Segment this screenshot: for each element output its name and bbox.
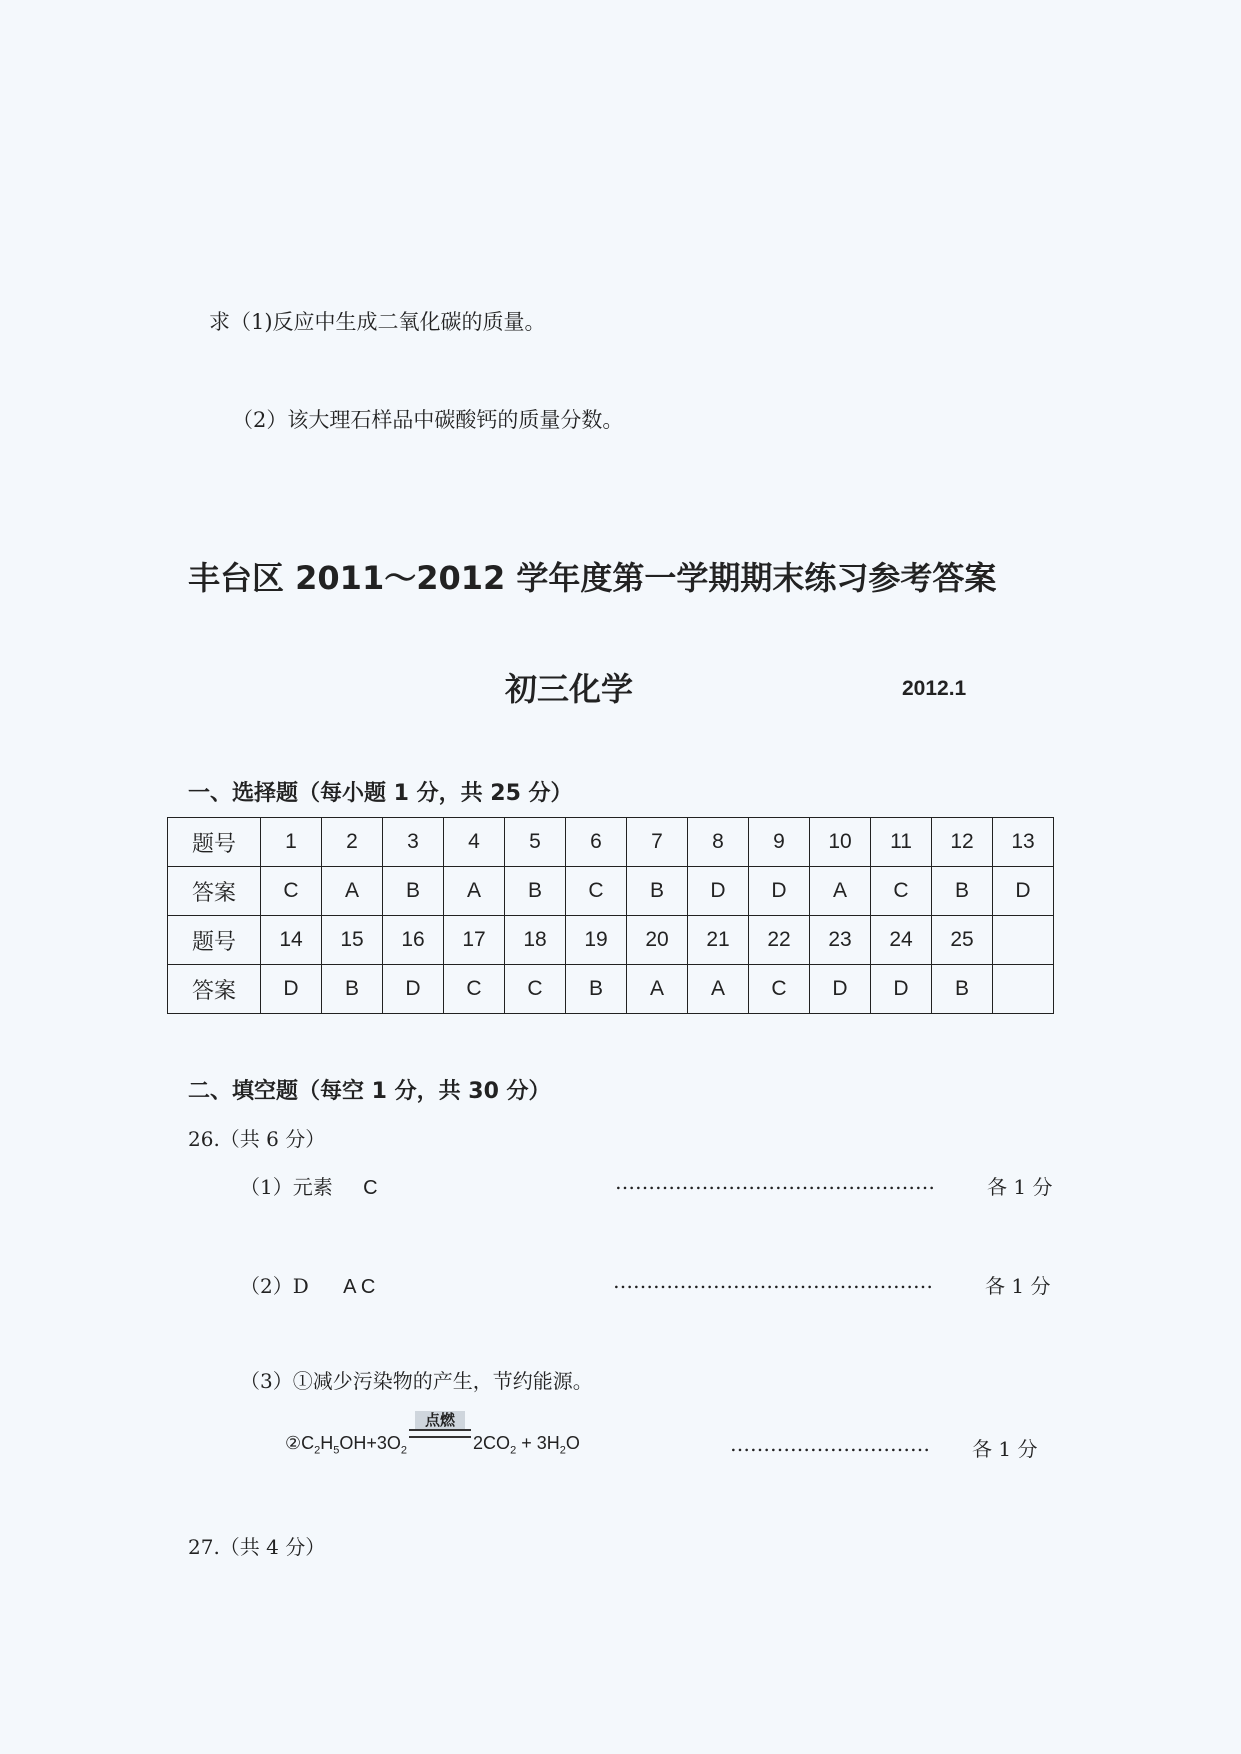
answer-table: [167, 817, 1054, 1014]
answer-cell: A: [810, 867, 871, 916]
answer-cell: B: [627, 867, 688, 916]
question-number-cell: 8: [688, 818, 749, 867]
question-number-cell: 4: [444, 818, 505, 867]
answer-cell: A: [688, 965, 749, 1014]
question-number-cell: 24: [871, 916, 932, 965]
question-number-cell: 3: [383, 818, 444, 867]
answer-cell: D: [383, 965, 444, 1014]
exam-date: 2012.1: [902, 677, 967, 700]
section2-heading: 二、填空题（每空 1 分，共 30 分）: [188, 1079, 551, 1104]
question-number-cell: 14: [261, 916, 322, 965]
q26-item3-leader: …………………………: [730, 1432, 930, 1456]
question-number-cell: 18: [505, 916, 566, 965]
q26-item1-answer: C: [363, 1177, 378, 1199]
row-label-answer: 答案: [168, 965, 261, 1014]
q26-item2-leader: …………………………………………: [613, 1269, 933, 1293]
q26-item2: [240, 1270, 375, 1299]
answer-cell: B: [383, 867, 444, 916]
q26-item3: （3）①减少污染物的产生，节约能源。: [240, 1369, 593, 1393]
equation-marker: ②: [285, 1433, 302, 1453]
section1-heading: 一、选择题（每小题 1 分，共 25 分）: [188, 781, 573, 806]
answer-cell: C: [505, 965, 566, 1014]
question-number-cell: 22: [749, 916, 810, 965]
table-row: [168, 818, 1054, 867]
question-part-1: 求（1)反应中生成二氧化碳的质量。: [209, 310, 546, 334]
answer-cell: C: [261, 867, 322, 916]
answer-cell: C: [444, 965, 505, 1014]
answer-cell: D: [871, 965, 932, 1014]
q26-item1-score: 各 1 分: [987, 1175, 1053, 1199]
answer-cell: C: [749, 965, 810, 1014]
row-label-question: 题号: [168, 916, 261, 965]
question-number-cell: 11: [871, 818, 932, 867]
q26-item3-score: 各 1 分: [972, 1437, 1038, 1461]
q26-item1-prefix: （1）元素: [240, 1175, 333, 1199]
answer-cell: C: [871, 867, 932, 916]
answer-cell: D: [810, 965, 871, 1014]
question-number-cell: [993, 916, 1054, 965]
question-number-cell: 1: [261, 818, 322, 867]
table-row: [168, 867, 1054, 916]
row-label-question: 题号: [168, 818, 261, 867]
question-number-cell: 25: [932, 916, 993, 965]
question-number-cell: 9: [749, 818, 810, 867]
question-number-cell: 12: [932, 818, 993, 867]
answer-cell: C: [566, 867, 627, 916]
question-number-cell: 2: [322, 818, 383, 867]
answer-cell: B: [566, 965, 627, 1014]
answer-cell: B: [932, 965, 993, 1014]
combustion-equation: $②C_2H_5OH+3O_2$ 点燃 $2CO_2 + 3H_2O$: [285, 1411, 580, 1457]
answer-cell: A: [322, 867, 383, 916]
answer-cell: D: [688, 867, 749, 916]
answer-key-title: 丰台区 2011～2012 学年度第一学期期末练习参考答案: [188, 559, 997, 597]
answer-cell: [993, 965, 1054, 1014]
question-part-2: （2）该大理石样品中碳酸钙的质量分数。: [232, 408, 624, 432]
question-number-cell: 17: [444, 916, 505, 965]
answer-cell: B: [932, 867, 993, 916]
answer-cell: A: [444, 867, 505, 916]
q26-item1: [240, 1171, 378, 1200]
question-number-cell: 20: [627, 916, 688, 965]
answer-cell: A: [627, 965, 688, 1014]
q26-item1-leader: …………………………………………: [615, 1170, 935, 1194]
q26-item2-answer: A C: [343, 1276, 376, 1298]
question-number-cell: 15: [322, 916, 383, 965]
question-number-cell: 5: [505, 818, 566, 867]
answer-cell: D: [261, 965, 322, 1014]
table-row: [168, 916, 1054, 965]
equals-bar: [409, 1429, 471, 1438]
question-number-cell: 13: [993, 818, 1054, 867]
table-row: [168, 965, 1054, 1014]
subject-title: 初三化学: [505, 670, 634, 708]
question-number-cell: 10: [810, 818, 871, 867]
question-number-cell: 16: [383, 916, 444, 965]
q26-item2-prefix: （2）D: [240, 1274, 309, 1298]
row-label-answer: 答案: [168, 867, 261, 916]
q26-label: 26.（共 6 分）: [188, 1127, 326, 1151]
answer-cell: D: [993, 867, 1054, 916]
reaction-condition: [409, 1411, 471, 1454]
question-number-cell: 21: [688, 916, 749, 965]
answer-cell: D: [749, 867, 810, 916]
q26-item2-score: 各 1 分: [985, 1274, 1051, 1298]
question-number-cell: 23: [810, 916, 871, 965]
question-number-cell: 6: [566, 818, 627, 867]
question-number-cell: 19: [566, 916, 627, 965]
q27-label: 27.（共 4 分）: [188, 1535, 326, 1559]
question-number-cell: 7: [627, 818, 688, 867]
answer-cell: B: [505, 867, 566, 916]
answer-cell: B: [322, 965, 383, 1014]
reaction-condition-label: 点燃: [415, 1411, 465, 1429]
